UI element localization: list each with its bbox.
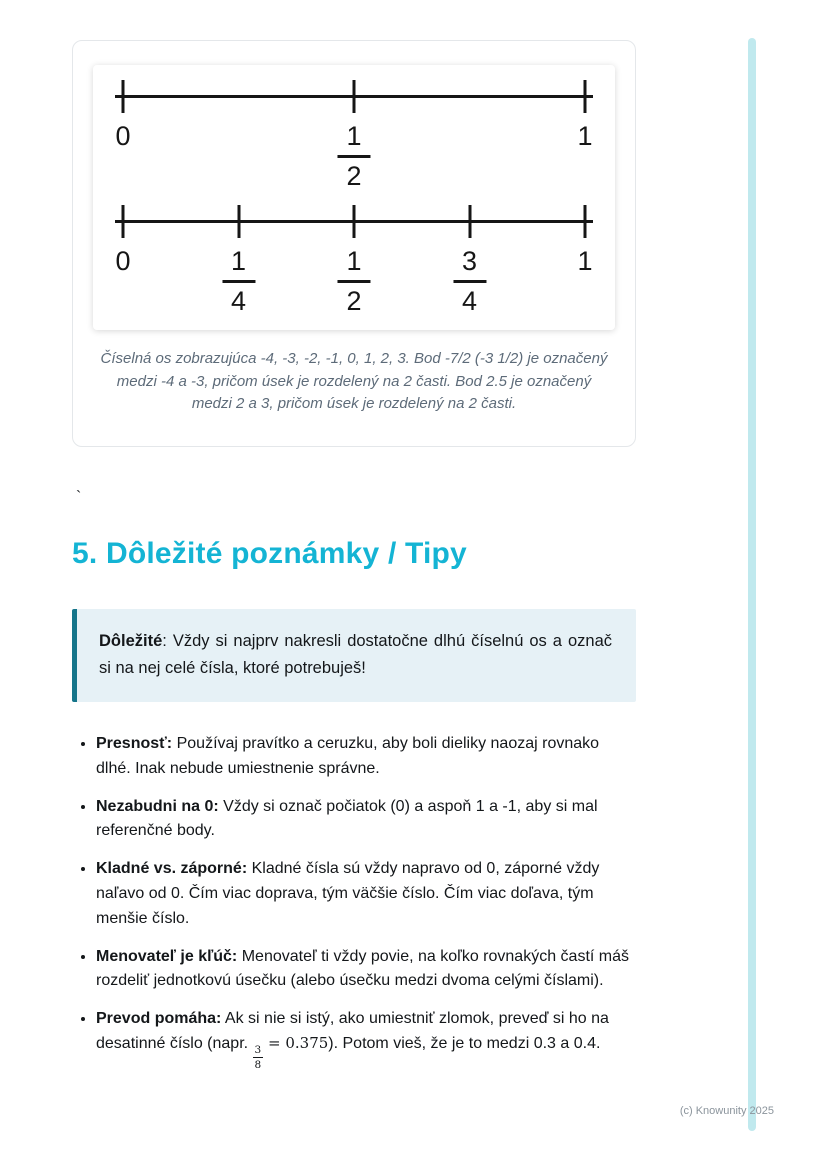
tick-label: 0: [115, 121, 131, 151]
tick-mark: [122, 80, 125, 113]
fraction-denominator: 8: [254, 1059, 262, 1072]
important-callout: [72, 609, 636, 702]
tip-item-presnost: [96, 732, 636, 782]
tip-item-kladne-vs-zaporne: [96, 857, 636, 931]
tick-label: 1: [577, 246, 593, 276]
tick-label: 1: [577, 121, 593, 151]
tips-list: [72, 732, 636, 1071]
stray-backtick: `: [76, 488, 82, 506]
tip-text: Kladné čísla sú vždy napravo od 0, záporné vždy naľavo od 0. Čím viac doprava, tým väčšie číslo. Čím viac doľava, tým menšie číslo.: [96, 860, 600, 927]
tip-label: Nezabudni na 0:: [96, 797, 219, 815]
figure-caption: Číselná os zobrazujúca -4, -3, -2, -1, 0, 1, 2, 3. Bod -7/2 (-3 1/2) je označený medzi -4 a -3, pričom úsek je rozdelený na 2 časti. Bod 2.5 je označený medzi 2 a 3, pričom úsek je rozdelený na 2 časti.: [100, 350, 608, 412]
tick-label: 1 2: [337, 122, 370, 191]
document-content: [72, 40, 636, 1084]
callout-text: : Vždy si najprv nakresli dostatočne dlhú číselnú os a označ si na nej celé čísla, ktoré potrebuješ!: [99, 631, 612, 677]
tip-text: Ak si nie si istý, ako umiestniť zlomok, preveď si ho na desatinné číslo (napr.: [96, 1010, 609, 1052]
tick-mark: [122, 205, 125, 238]
tick-mark: [353, 205, 356, 238]
inline-fraction: [253, 1044, 264, 1071]
tick-mark: [468, 205, 471, 238]
tip-item-menovatel: [96, 945, 636, 995]
figure-card: [72, 40, 636, 447]
tick-label: 0: [115, 246, 131, 276]
scrollbar-track[interactable]: [748, 38, 756, 1131]
math-expression: = 0.375: [263, 1033, 329, 1052]
tip-item-nezabudni-na-0: [96, 795, 636, 845]
tick-mark: [584, 205, 587, 238]
fraction-numerator: 3: [253, 1044, 264, 1058]
number-line-halves: [115, 80, 593, 205]
tip-text: ). Potom vieš, že je to medzi 0.3 a 0.4.: [328, 1034, 601, 1052]
tick-mark: [237, 205, 240, 238]
tick-mark: [353, 80, 356, 113]
tip-label: Prevod pomáha:: [96, 1010, 222, 1028]
copyright-watermark: (c) Knowunity 2025: [679, 1105, 774, 1117]
tick-label: 1 4: [222, 247, 255, 316]
tick-mark: [584, 80, 587, 113]
tick-label: 3 4: [453, 247, 486, 316]
tip-label: Kladné vs. záporné:: [96, 860, 248, 878]
tip-text: Vždy si označ počiatok (0) a aspoň 1 a -1, aby si mal referenčné body.: [96, 797, 598, 840]
tip-item-prevod: [96, 1007, 636, 1071]
tip-label: Presnosť:: [96, 734, 173, 752]
tick-label: 1 2: [337, 247, 370, 316]
tip-text: Menovateľ ti vždy povie, na koľko rovnakých častí máš rozdeliť jednotkovú úsečku (alebo úsečku medzi dvoma celými číslami).: [96, 947, 629, 990]
callout-label: Dôležité: [99, 631, 163, 650]
number-line-quarters: [115, 205, 593, 330]
tip-text: Používaj pravítko a ceruzku, aby boli dieliky naozaj rovnako dlhé. Inak nebude umiestnenie správne.: [96, 734, 600, 777]
section-heading: 5. Dôležité poznámky / Tipy: [72, 536, 467, 570]
number-line-figure: [93, 65, 615, 330]
tip-label: Menovateľ je kľúč:: [96, 947, 238, 965]
